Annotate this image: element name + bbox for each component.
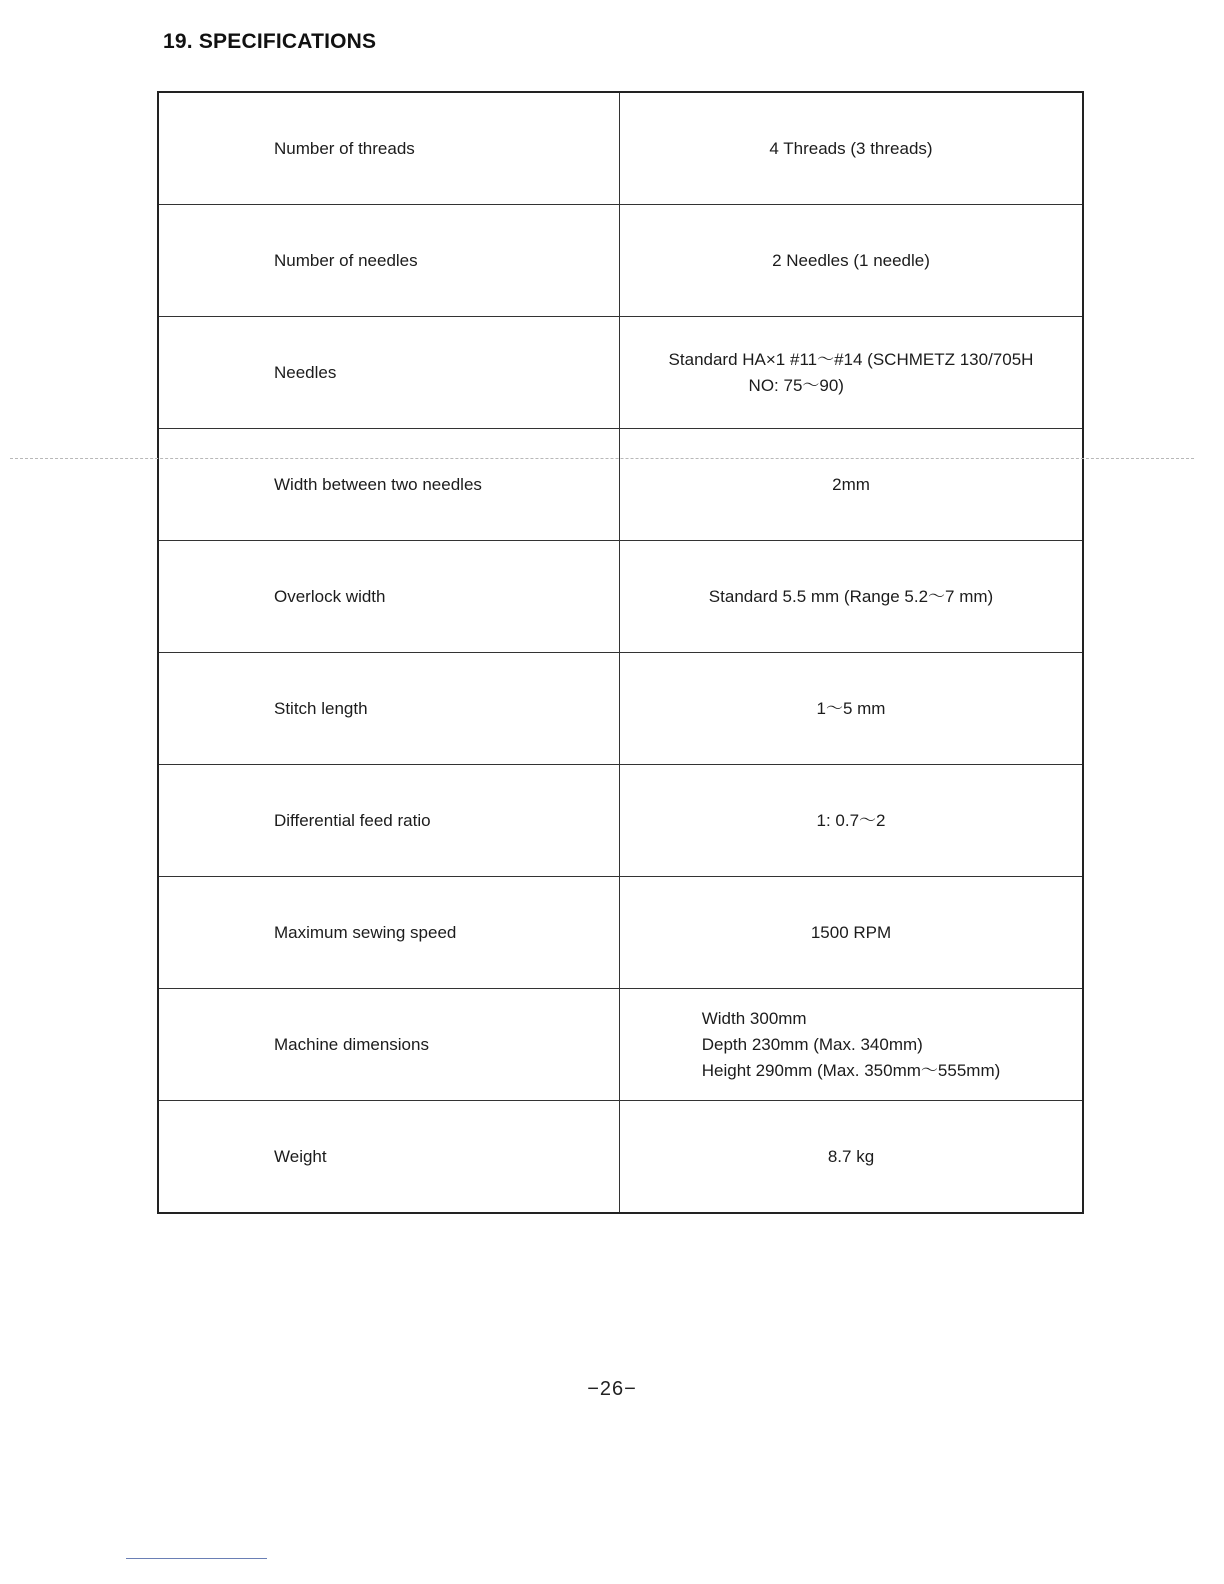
spec-value	[620, 205, 1084, 317]
spec-value	[620, 765, 1084, 877]
spec-row-maximum-sewing-speed	[158, 877, 1083, 989]
spec-value-line: 2 Needles (1 needle)	[772, 250, 930, 270]
spec-value	[620, 989, 1084, 1101]
spec-label: Number of threads	[158, 92, 620, 205]
spec-label: Needles	[158, 317, 620, 429]
spec-value	[620, 877, 1084, 989]
spec-label: Machine dimensions	[158, 989, 620, 1101]
spec-row-number-of-threads	[158, 92, 1083, 205]
spec-row-needles	[158, 317, 1083, 429]
spec-label: Maximum sewing speed	[158, 877, 620, 989]
spec-label: Width between two needles	[158, 429, 620, 541]
spec-value	[620, 653, 1084, 765]
spec-label: Stitch length	[158, 653, 620, 765]
spec-row-machine-dimensions	[158, 989, 1083, 1101]
footer-rule	[126, 1558, 267, 1559]
spec-row-overlock-width	[158, 541, 1083, 653]
spec-label: Overlock width	[158, 541, 620, 653]
spec-value-line: Height 290mm (Max. 350mm～555mm)	[701, 1060, 1001, 1080]
spec-value-line: NO: 75～90)	[748, 375, 844, 395]
spec-value	[620, 1101, 1084, 1214]
spec-value-line: 8.7 kg	[827, 1146, 875, 1166]
specifications-table	[157, 91, 1084, 1214]
section-title: 19. SPECIFICATIONS	[163, 30, 377, 53]
spec-row-stitch-length	[158, 653, 1083, 765]
spec-label: Differential feed ratio	[158, 765, 620, 877]
spec-row-weight	[158, 1101, 1083, 1214]
spec-value-line: 2mm	[832, 474, 870, 494]
spec-value-line: 1500 RPM	[810, 922, 892, 942]
spec-row-differential-feed-ratio	[158, 765, 1083, 877]
spec-value-line: Standard 5.5 mm (Range 5.2～7 mm)	[708, 586, 994, 606]
spec-label: Weight	[158, 1101, 620, 1214]
spec-value-line: Standard HA×1 #11～#14 (SCHMETZ 130/705H	[668, 349, 1034, 369]
spec-value	[620, 429, 1084, 541]
spec-value-line: 1: 0.7～2	[816, 810, 886, 830]
spec-row-width-between-needles	[158, 429, 1083, 541]
spec-value-line: 4 Threads (3 threads)	[769, 138, 933, 158]
spec-value	[620, 541, 1084, 653]
spec-value-line: Depth 230mm (Max. 340mm)	[701, 1034, 923, 1054]
page-number: −26−	[587, 1378, 637, 1400]
spec-row-number-of-needles	[158, 205, 1083, 317]
spec-value-line: 1～5 mm	[816, 698, 886, 718]
scan-artifact-line	[10, 458, 1194, 459]
spec-value-line: Width 300mm	[701, 1008, 807, 1028]
spec-value	[620, 92, 1084, 205]
spec-label: Number of needles	[158, 205, 620, 317]
spec-value	[620, 317, 1084, 429]
